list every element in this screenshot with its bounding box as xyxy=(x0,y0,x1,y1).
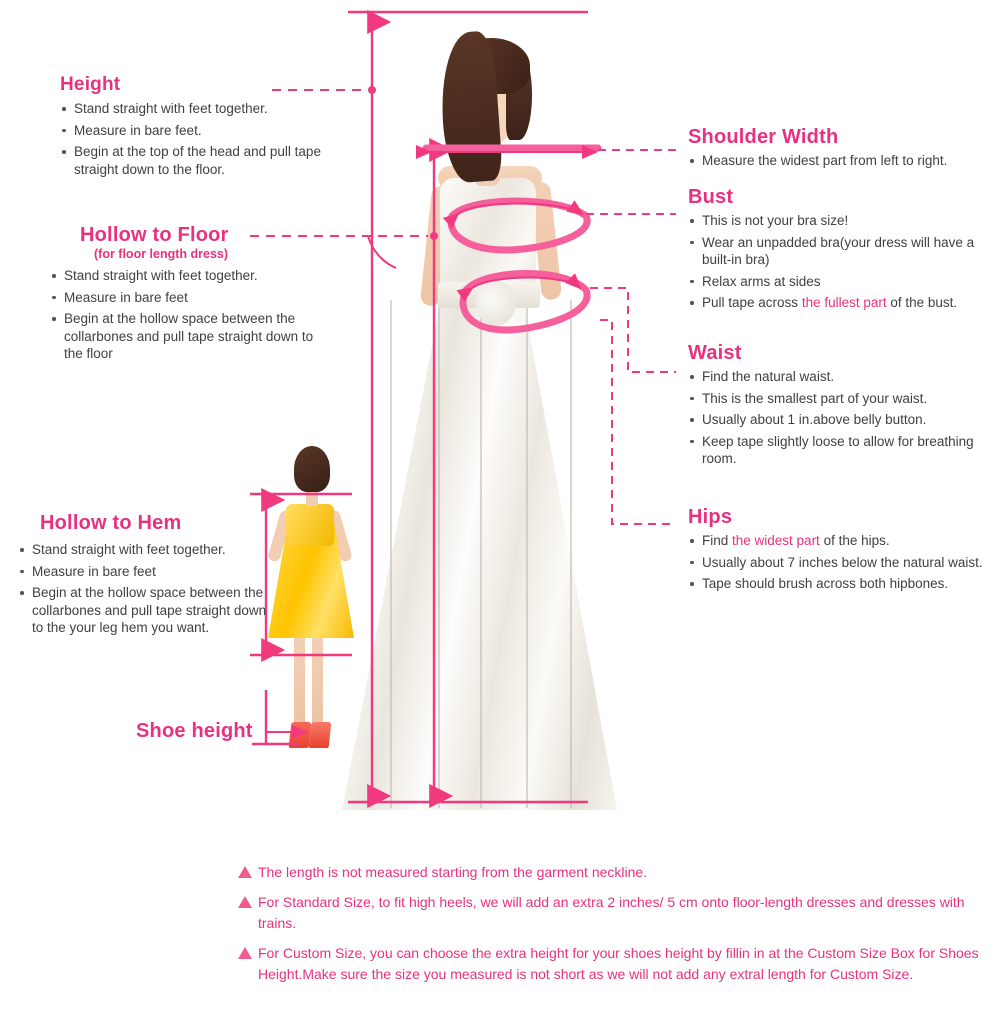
shoulder-width-title: Shoulder Width xyxy=(688,126,839,148)
list-item: Usually about 1 in.above belly button. xyxy=(688,411,988,429)
hollow-to-floor-subtitle: (for floor length dress) xyxy=(94,247,229,261)
footnote xyxy=(232,862,992,883)
waist-title: Waist xyxy=(688,342,742,364)
footnotes xyxy=(232,862,992,994)
bust-highlight: the fullest part xyxy=(801,295,887,310)
warning-triangle-icon xyxy=(238,866,252,878)
list-item: This is the smallest part of your waist. xyxy=(688,390,988,408)
footnote-text: For Custom Size, you can choose the extra height for your shoes height by fillin in at the Custom Size Box for Shoes Height.Make sure the size you measured is not short as we will not add any extral length for Custom Size. xyxy=(258,945,979,982)
right-shoe xyxy=(309,722,332,748)
hollow-to-floor-section xyxy=(42,224,332,367)
footnote xyxy=(232,892,992,934)
yellow-dress-bodice xyxy=(286,504,334,546)
hollow-to-hem-title: Hollow to Hem xyxy=(40,512,182,534)
waist-bullets xyxy=(688,368,988,468)
list-item: This is not your bra size! xyxy=(688,212,996,230)
warning-triangle-icon xyxy=(238,947,252,959)
hollow-to-hem-bullets xyxy=(18,541,268,637)
height-bullets xyxy=(60,100,330,178)
height-section xyxy=(60,74,330,182)
footnote-text: The length is not measured starting from the garment neckline. xyxy=(258,864,648,880)
skirt-fold xyxy=(570,300,572,808)
list-item: Wear an unpadded bra(your dress will have a built-in bra) xyxy=(688,234,996,269)
hips-highlight: the widest part xyxy=(732,533,820,548)
warning-triangle-icon xyxy=(238,896,252,908)
footnote-text: For Standard Size, to fit high heels, we will add an extra 2 inches/ 5 cm onto floor-length dresses and dresses with trains. xyxy=(258,894,965,931)
list-item: Measure in bare feet xyxy=(18,563,268,581)
bride-illustration xyxy=(330,10,630,810)
hips-section xyxy=(688,506,988,597)
shoe-height-title: Shoe height xyxy=(136,720,253,742)
list-item: Begin at the hollow space between the collarbones and pull tape straight down to the floor xyxy=(50,310,332,363)
hollow-to-floor-bullets xyxy=(42,267,332,363)
bust-section xyxy=(688,186,996,316)
hollow-to-hem-section xyxy=(18,512,268,641)
hips-title: Hips xyxy=(688,506,733,528)
bust-title: Bust xyxy=(688,186,734,208)
list-item: Measure the widest part from left to right. xyxy=(688,152,994,170)
list-item-bust-fullest: Pull tape across the fullest part of the bust. xyxy=(688,294,996,312)
list-item: Stand straight with feet together. xyxy=(50,267,332,285)
bust-bullets xyxy=(688,212,996,312)
shoulder-width-bullets xyxy=(688,152,994,170)
list-item-hips-widest: Find the widest part of the hips. xyxy=(688,532,988,550)
short-dress-illustration xyxy=(250,430,370,760)
shoulder-width-section xyxy=(688,126,994,174)
list-item: Find the natural waist. xyxy=(688,368,988,386)
waist-section xyxy=(688,342,988,472)
hollow-to-floor-title: Hollow to Floor xyxy=(80,224,229,246)
height-title: Height xyxy=(60,74,121,95)
list-item: Relax arms at sides xyxy=(688,273,996,291)
list-item: Tape should brush across both hipbones. xyxy=(688,575,988,593)
list-item: Keep tape slightly loose to allow for breathing room. xyxy=(688,433,988,468)
list-item: Usually about 7 inches below the natural waist. xyxy=(688,554,988,572)
hips-bullets xyxy=(688,532,988,593)
footnote xyxy=(232,943,992,985)
list-item: Begin at the hollow space between the collarbones and pull tape straight down to the your leg hem you want. xyxy=(18,584,268,637)
list-item: Measure in bare feet xyxy=(50,289,332,307)
skirt-fold xyxy=(480,300,482,808)
shoe-height-section xyxy=(136,720,253,743)
skirt-fold xyxy=(526,300,528,808)
skirt-fold xyxy=(390,300,392,808)
skirt-fold xyxy=(438,300,440,808)
list-item: Stand straight with feet together. xyxy=(18,541,268,559)
list-item: Stand straight with feet together. xyxy=(60,100,330,118)
hair xyxy=(294,446,330,492)
list-item: Begin at the top of the head and pull tape straight down to the floor. xyxy=(60,143,330,178)
list-item: Measure in bare feet. xyxy=(60,122,330,140)
